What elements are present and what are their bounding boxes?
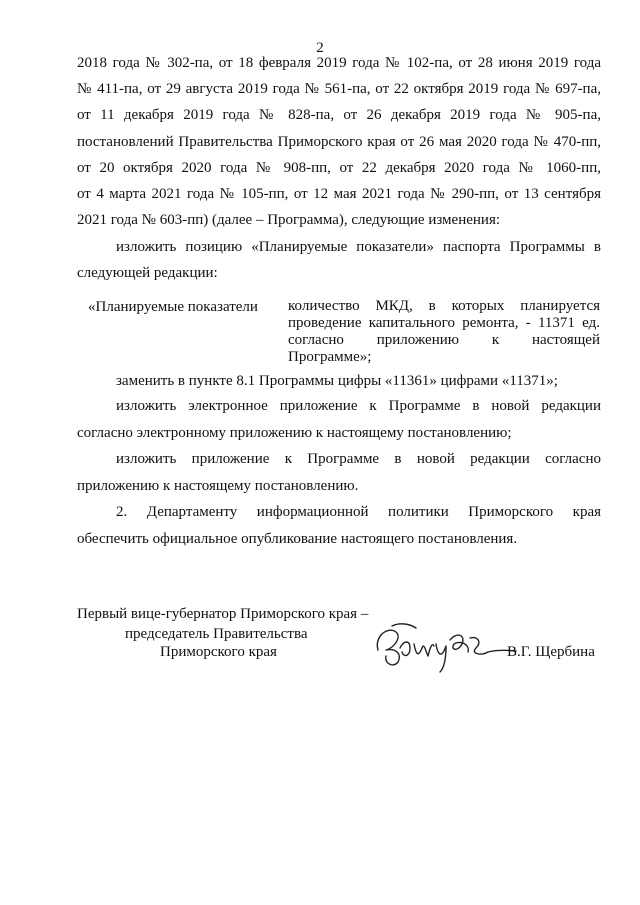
page-number: 2 [316,40,324,56]
passport-value-line: согласно приложению к настоящей [288,332,600,348]
passport-value-line: количество МКД, в которых планируется [288,298,600,314]
body-line: от 20 октября 2020 года № 908-пп, от 22 декабря 2020 года № 1060-пп, [77,160,601,176]
body-line: следующей редакции: [77,265,218,281]
passport-label: «Планируемые показатели [88,299,258,315]
body-line: согласно электронному приложению к настоящему постановлению; [77,425,512,441]
passport-value-line: проведение капитального ремонта, - 11371 ед. [288,315,600,331]
body-line: изложить электронное приложение к Программе в новой редакции [116,398,601,414]
body-line: от 4 марта 2021 года № 105-пп, от 12 мая 2021 года № 290-пп, от 13 сентября [77,186,601,202]
handwritten-signature [370,618,520,676]
signer-position-line: Первый вице-губернатор Приморского края – [77,606,369,622]
signer-name: В.Г. Щербина [507,644,595,660]
body-line: заменить в пункте 8.1 Программы цифры «11361» цифрами «11371»; [116,373,558,389]
body-line: постановлений Правительства Приморского края от 26 мая 2020 года № 470-пп, [77,134,601,150]
signer-position-line: председатель Правительства [125,626,308,642]
signer-position-line: Приморского края [160,644,277,660]
body-line: 2021 года № 603-пп) (далее – Программа), следующие изменения: [77,212,501,228]
body-line: № 411-па, от 29 августа 2019 года № 561-па, от 22 октября 2019 года № 697-па, [77,81,601,97]
body-line: 2018 года № 302-па, от 18 февраля 2019 года № 102-па, от 28 июня 2019 года [77,55,601,71]
body-line: обеспечить официальное опубликование настоящего постановления. [77,531,518,547]
body-line: изложить приложение к Программе в новой редакции согласно [116,451,601,467]
body-line: приложению к настоящему постановлению. [77,478,359,494]
passport-value-line: Программе»; [288,349,372,365]
body-line: изложить позицию «Планируемые показатели» паспорта Программы в [116,239,601,255]
body-line: 2. Департаменту информационной политики Приморского края [116,504,601,520]
body-line: от 11 декабря 2019 года № 828-па, от 26 декабря 2019 года № 905-па, [77,107,601,123]
